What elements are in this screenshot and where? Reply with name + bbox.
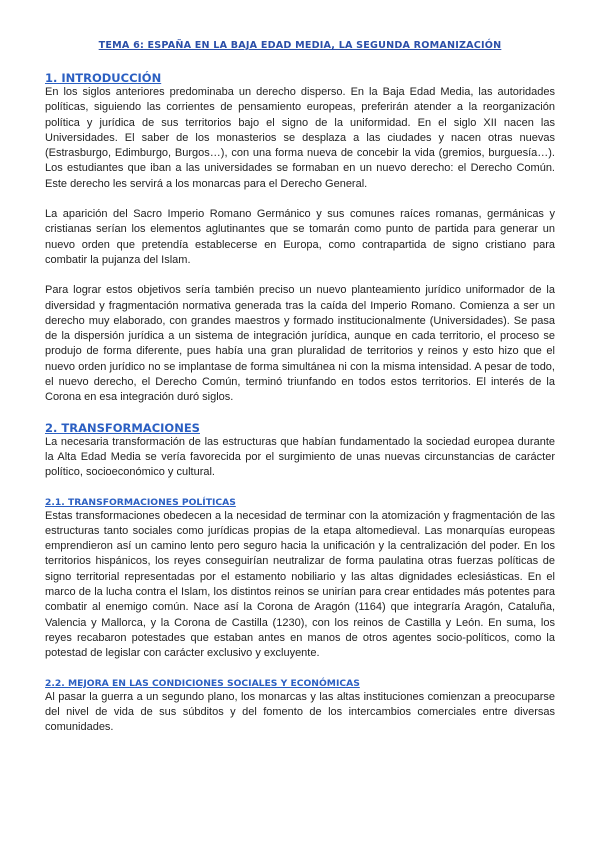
paragraph: La aparición del Sacro Imperio Romano Germánico y sus comunes raíces romanas, germánicas y cristianas serían los elementos aglutinantes que se tomarán como punto de partida para generar un nuevo orden que pretendía establecerse en Europa, como contrapartida de signo cristiano para combatir la pujanza del Islam. xyxy=(45,208,555,266)
section-heading-introduccion: 1. INTRODUCCIÓN xyxy=(45,71,162,85)
document-title: TEMA 6: ESPAÑA EN LA BAJA EDAD MEDIA, LA SEGUNDA ROMANIZACIÓN xyxy=(98,40,502,51)
section-heading-transformaciones: 2. TRANSFORMACIONES xyxy=(45,420,200,435)
subsection-heading-politicas: 2.1. TRANSFORMACIONES POLÍTICAS xyxy=(45,496,236,508)
subsection-heading-sociales: 2.2. MEJORA EN LAS CONDICIONES SOCIALES Y ECONÓMICAS xyxy=(45,677,360,689)
paragraph: La necesaria transformación de las estructuras que habían fundamentado la sociedad europea durante la Alta Edad Media se vería favorecida por el surgimiento de unas nuevas circunstancias de carácter político, socioeconómico y cultural. xyxy=(45,435,555,479)
paragraph: Estas transformaciones obedecen a la necesidad de terminar con la atomización y fragmentación de las estructuras tanto sociales como jurídicas propias de la etapa altomedieval. Las monarquías europeas emprendieron así un camino lento pero seguro hacia la unificación y la centralización del poder. En los territorios hispánicos, los reyes conseguirían neutralizar de forma paulatina otras fuerzas políticas de signo territorial representadas por el estamento nobiliario y las altas dignidades eclesiásticas. En el marco de la lucha contra el Islam, los distintos reinos se unirían para crear entidades más potentes para combatir al enemigo común. Nace así la Corona de Aragón (1164) que integraría Aragón, Cataluña, Valencia y Mallorca, y la Corona de Castilla (1230), con los reinos de Castilla y León. En suma, los reyes recabaron potestades que estaban antes en manos de otros agentes socio-políticos, como la potestad de legislar con carácter exclusivo y excluyente. xyxy=(45,509,555,660)
paragraph: Al pasar la guerra a un segundo plano, los monarcas y las altas instituciones comienzan a preocuparse del nivel de vida de sus súbditos y del fomento de los intercambios comerciales entre diversas comunidades. xyxy=(45,690,555,734)
paragraph: Para lograr estos objetivos sería también preciso un nuevo planteamiento jurídico uniformador de la diversidad y fragmentación normativa generada tras la caída del Imperio Romano. Comienza a ser un derecho muy elaborado, con grandes maestros y formado institucionalmente (Universidades). Se pasa de la dispersión jurídica a un sistema de integración jurídica, aunque en cada territorio, el proceso se produjo de forma diferente, pues había una gran pluralidad de territorios y reinos y esto hizo que el nuevo orden jurídico no se implantase de forma simultánea ni con la misma intensidad. A pesar de todo, el nuevo derecho, el Derecho Común, terminó triunfando en todos estos territorios. El interés de la Corona en esa integración duró siglos. xyxy=(45,284,555,404)
paragraph: En los siglos anteriores predominaba un derecho disperso. En la Baja Edad Media, las autoridades políticas, siguiendo las corrientes de pensamiento europeas, preferirán atender a la reorganización política y jurídica de sus territorios bajo el signo de la uniformidad. En el siglo XII nacen las Universidades. El saber de los monasterios se desplaza a las ciudades y nacen otras nuevas (Estrasburgo, Edimburgo, Burgos…), con una forma nueva de concebir la vida (gremios, burguesía…). Los estudiantes que iban a las universidades se formaban en un nuevo derecho: el Derecho Común. Este derecho les servirá a los monarcas para el Derecho General. xyxy=(45,86,555,190)
